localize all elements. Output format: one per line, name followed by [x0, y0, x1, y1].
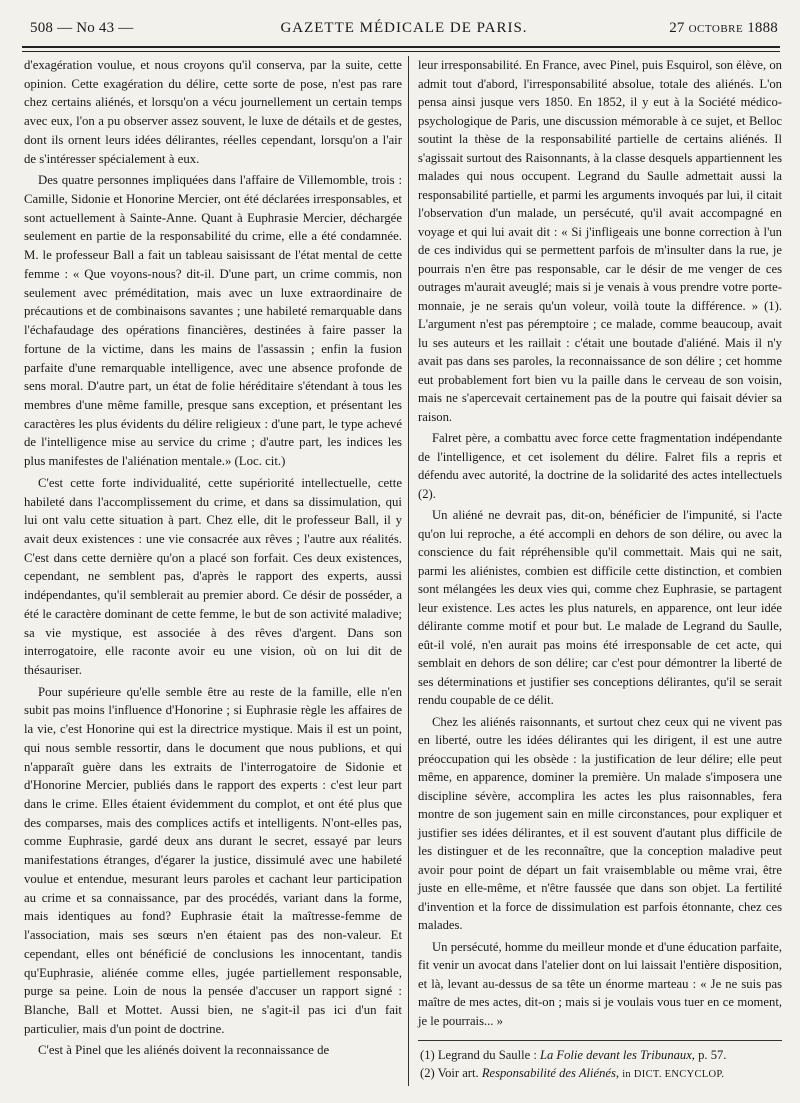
footnote-number: (1): [420, 1048, 435, 1062]
footnote-1: [420, 1046, 782, 1064]
issue-date: [669, 20, 778, 37]
paragraph: d'exagération voulue, et nous croyons qu'il conserva, par la suite, cette opinion. Cette exagération du délire, cette sorte de pose, n'est pas rare chez certains aliénés, et lorsqu'on a vécu journellement un certain temps avec eux, l'on a pu observer assez souvent, le luxe de détails et de gestes, dont ils ornent leurs idées délirantes, réelles cependant, lorsqu'on a l'air de s'intéresser spécialement à eux.: [24, 58, 402, 166]
paragraph: Chez les aliénés raisonnants, et surtout chez ceux qui ne vivent pas en liberté, outre les idées délirantes qui les dirigent, il est une autre préoccupation qui les obsède : la justification de leur délire; elle peut même, en apparence, dominer la première. Un malade s'imposera une discipline sévère, accomplira les actes les plus raisonnables, fera montre de son jugement sain en mille circonstances, pour expliquer et justifier ses idées délirantes, et il est souvent d'autant plus difficile de les distinguer et de les reconnaître, que la conception maladive peut avoir pour point de départ un fait vraisemblable ou même vrai, être juste en elle-même, et n'être faussée que dans son objet. La fertilité d'invention et la force de dissimulation est parfois étonnante, chez ces malades.: [418, 714, 782, 932]
footnote-author: Legrand du Saulle :: [437, 1048, 537, 1062]
date-month: OCTOBRE: [688, 23, 744, 35]
issue-number: — No 43 —: [57, 20, 134, 36]
paragraph: Un persécuté, homme du meilleur monde et d'une éducation parfaite, fit venir un avocat dans l'atelier dont on lui laissait l'entière disposition, et là, levant au-dessus de sa tête un énorme marteau : « Je ne suis pas maître de mes actes, dit-on ; mais si je voulais vous tuer en ce moment, je le pourrais... »: [418, 939, 782, 1028]
right-column: [418, 56, 782, 1030]
column-divider: [408, 56, 409, 1086]
footnote-number: (2): [420, 1066, 435, 1080]
paragraph: leur irresponsabilité. En France, avec Pinel, puis Esquirol, son élève, on admit tout d'abord, l'irresponsabilité absolue, totale des aliénés. L'on pensa ainsi jusque vers 1850. En 1852, il y eut à la Société médico-psychologique de Paris, une discussion mémorable à ce sujet, et Belloc soutint la thèse de la responsabilité partielle de certains aliénés. Il s'agissait surtout des Raisonnants, à la classe desquels appartiennent les malades qui nous occupent. Legrand du Saulle admettait aussi la responsabilité partielle, et parmi les arguments invoqués par lui, il citait l'observation d'un malade, un persécuté, qu'il avait accompagné en voyage et qui lui avait dit : « Si j'infligeais une bonne correction à l'un de ces individus qui se permettent parfois de m'insulter dans la rue, je pourrais n'en être pas responsable, car le désir de me venger de ces outrages m'aurait aveuglé; mais si je venais à vous prendre votre porte-monnaie, je ne serais qu'un voleur, voilà toute la différence. » (1). L'argument n'est pas péremptoire ; ce malade, comme beaucoup, avait lu ses auteurs et les raillait : c'était une boutade d'aliéné. Mais il n'y avait pas dans ses paroles, la reconnaissance de son délire ; cet homme eut probablement fort bien vu la paille dans le cerveau de son voisin, mais ne s'apercevait certainement pas de la poutre qui faisait dévier sa raison.: [418, 58, 782, 424]
paragraph: Un aliéné ne devrait pas, dit-on, bénéficier de l'impunité, si l'acte qu'on lui reproche, a été accompli en dehors de son délire, ou avec la conscience du fait répréhensible qu'il commettait. Mais qui ne sait, parmi les aliénistes, combien est difficile cette distinction, et combien sont mélangées les deux vies qui, comme chez Euphrasie, se partagent leur existence. Les actes les plus naturels, en apparence, ont leur idée délirante comme motif et pour but. Le malade de Legrand du Saulle, eût-il volé, n'en aurait pas moins été irresponsable de cet acte, qui semblait en dehors de son délire; car c'est pour démontrer la liberté de ses déterminations et justifier ses conceptions délirantes, qu'il se serait rendu coupable de ce délit.: [418, 508, 782, 707]
header-rule: [22, 46, 780, 52]
page-header: [30, 20, 778, 44]
left-column: [24, 56, 402, 1060]
page-number: 508: [30, 20, 54, 36]
footnote-title: La Folie devant les Tribunaux,: [539, 1048, 695, 1062]
paragraph: C'est à Pinel que les aliénés doivent la reconnaissance de: [38, 1043, 330, 1058]
footnote-author: Voir art.: [437, 1066, 479, 1080]
footnote-rule: [418, 1040, 782, 1041]
footnote-ref: p. 57.: [698, 1048, 727, 1062]
paragraph: C'est cette forte individualité, cette supériorité intellectuelle, cette habileté dans l'accomplissement du crime, et dans sa dissimulation, qui lui ont valu cette situation à part. Chez elle, dit le professeur Ball, il y avait deux existences : une vie consacrée aux rêves ; l'autre aux réalités. C'est dans cette dernière qu'on a placé son forfait. Ces deux existences, cependant, ne semblent pas, d'après le rapport des experts, aussi indépendantes, qu'il semblerait au premier abord. Ce désir de posséder, a été le caractère dominant de cette femme, le but de son activité maladive; sa vie mystique, est associée à des rêves d'argent. Dans son interrogatoire, elle raconte avoir eu une vision, où on lui dit de thésauriser.: [24, 475, 402, 677]
date-year: 1888: [747, 20, 778, 36]
paragraph: Des quatre personnes impliquées dans l'affaire de Villemomble, trois : Camille, Sidonie et Honorine Mercier, ont été déclarées irresponsables, et sont actuellement à Sainte-Anne. Quant à Euphrasie Mercier, déchargée seulement en partie de la responsabilité du crime, elle a été condamnée. M. le professeur Ball a fait un tableau saisissant de l'état mental de cette femme : « Que voyons-nous? dit-il. D'une part, un crime commis, non seulement avec préméditation, mais avec un luxe extraordinaire de précautions et de combinaisons savantes ; une habileté remarquable dans l'échafaudage des opérations financières, destinées à faire passer la fortune de la victime, dans les mains de l'assassin ; enfin la fusion parfaite d'une remarquable intelligence, avec une absence profonde de sens moral. D'autre part, un état de folie héréditaire s'étendant à tous les membres d'une même famille, presque sans exception, et présentant les caractères les plus évidents du délire religieux : d'une part, le type achevé de l'intelligence mise au service du crime ; d'autre part, les indices les plus manifestes de l'aliénation mentale.» (Loc. cit.): [24, 173, 402, 469]
footnote-ref: in DICT. ENCYCLOP.: [622, 1069, 725, 1080]
paragraph: Pour supérieure qu'elle semble être au reste de la famille, elle n'en subit pas moins l'influence d'Honorine ; si Euphrasie règle les affaires de la vie, c'est Honorine qui est la directrice mystique. Mais il est un point, qui nous semble ressortir, dans le document que nous publions, et qui n'apparaît guère dans les extraits de l'interrogatoire de Sidonie et d'Honorine Mercier, publiés dans le rapport des experts : c'est leur part dans le crime. Elles étaient évidemment du complot, et ont été plus que des comparses, mais des complices actifs et intelligents. N'ont-elles pas, comme Euphrasie, gardé deux ans durant le secret, essayé par leurs manifestations étranges, d'égarer la justice, dissimulé avec une habileté voulue et entendue, mesurant leurs paroles et cachant leur participation au crime et sa connaissance, par des procédés, variant dans la forme, mais identiques au fond? Euphrasie était la maîtresse-femme de l'association, mais ses sœurs n'en étaient pas des non-valeur. Et cependant, elles ont bénéficié de conclusions les innocentant, tandis qu'Euphrasie, aliénée comme elles, jugée partiellement responsable, purge sa peine. Loin de nous la pensée d'accuser un rapport signé : Blanche, Ball et Mottet. Aussi bien, ne s'agit-il pas ici d'un fait particulier, mais d'un point de doctrine.: [24, 684, 402, 1036]
footnote-2: [420, 1064, 782, 1084]
date-day: 27: [669, 20, 685, 36]
footnote-title: Responsabilité des Aliénés,: [481, 1066, 620, 1080]
paragraph: Falret père, a combattu avec force cette fragmentation indépendante de l'intelligence, et cet isolement du délire. Falret fils a repris et défendu avec autorité, la doctrine de la solidarité des actes intellectuels (2).: [418, 431, 782, 501]
journal-title: GAZETTE MÉDICALE DE PARIS.: [280, 20, 528, 36]
footnotes: [420, 1046, 782, 1084]
